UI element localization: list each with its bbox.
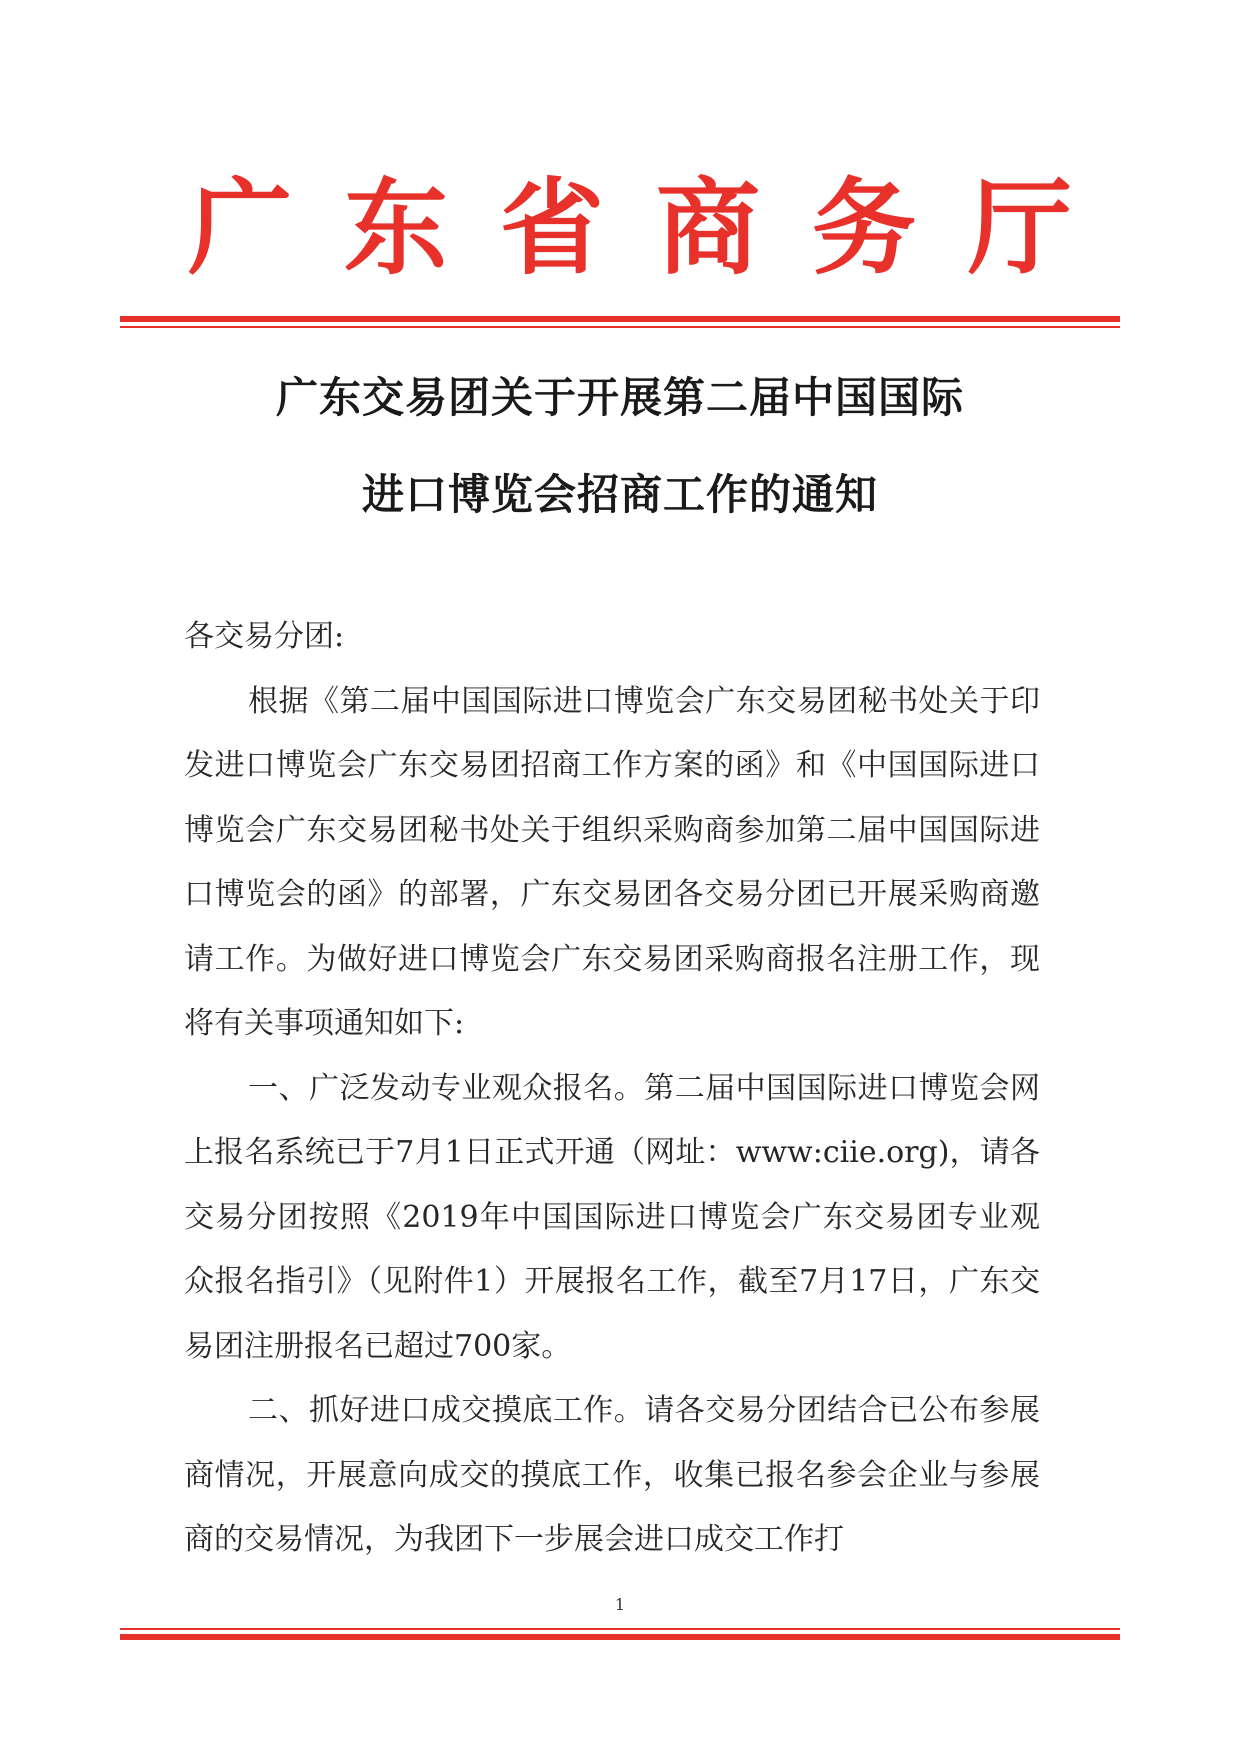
body-paragraph: 根据《第二届中国国际进口博览会广东交易团秘书处关于印发进口博览会广东交易团招商工作方案的函》和《中国国际进口博览会广东交易团秘书处关于组织采购商参加第二届中国国际进口博览会的函》的部署，广东交易团各交易分团已开展采购商邀请工作。为做好进口博览会广东交易团采购商报名注册工作，现将有关事项通知如下: — [184, 683, 1040, 1041]
rule-thin-line — [120, 326, 1120, 328]
masthead-char: 省 — [499, 167, 604, 289]
masthead-char: 厅 — [967, 167, 1072, 289]
masthead-char: 商 — [655, 167, 760, 289]
page-number: 1 — [614, 1595, 626, 1614]
rule-thick-line — [120, 1634, 1120, 1640]
footer-red-rule — [120, 1628, 1120, 1640]
issuer-masthead — [180, 168, 1080, 288]
rule-thick-line — [120, 316, 1120, 322]
document-title-line-2: 进口博览会招商工作的通知 — [361, 470, 878, 519]
masthead-char: 务 — [811, 167, 916, 289]
body-paragraph: 一、广泛发动专业观众报名。第二届中国国际进口博览会网上报名系统已于7月1日正式开通（网址：www:ciie.org)，请各交易分团按照《2019年中国国际进口博览会广东交易团专业观众报名指引》（见附件1）开展报名工作，截至7月17日，广东交易团注册报名已超过700家。 — [184, 1070, 1040, 1364]
document-title-line-1: 广东交易团关于开展第二届中国国际 — [275, 373, 964, 422]
masthead-char: 东 — [343, 167, 448, 289]
masthead-char: 广 — [187, 167, 292, 289]
header-red-rule — [120, 316, 1120, 328]
body-paragraph: 二、抓好进口成交摸底工作。请各交易分团结合已公布参展商情况，开展意向成交的摸底工作，收集已报名参会企业与参展商的交易情况，为我团下一步展会进口成交工作打 — [184, 1393, 1040, 1557]
salutation: 各交易分团: — [184, 619, 345, 654]
document-body — [184, 605, 1040, 1573]
rule-thin-line — [120, 1628, 1120, 1630]
